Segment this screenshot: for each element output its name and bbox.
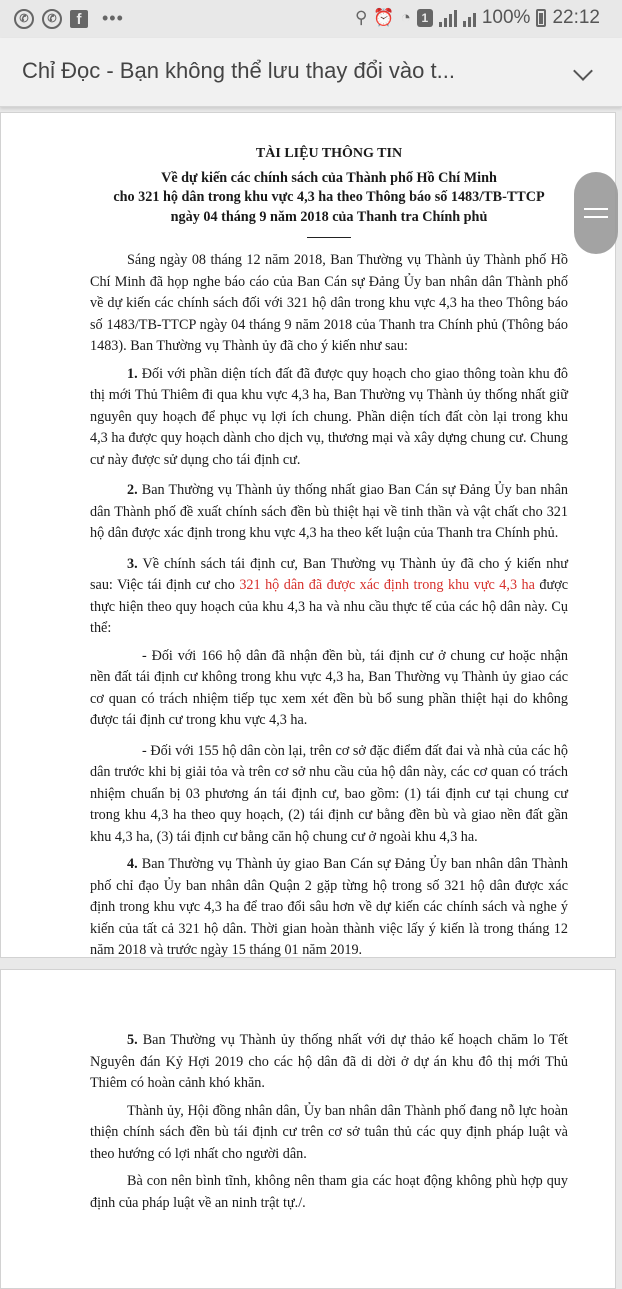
closing-paragraph-1: Thành ủy, Hội đồng nhân dân, Ủy ban nhân dân Thành phố đang nỗ lực hoàn thiện chính sách đền bù tái định cư trên cơ sở tuân thủ các quy định pháp luật và theo hướng có lợi nhất cho người dân. — [90, 1102, 568, 1162]
item-1-number: 1. — [127, 365, 138, 382]
item-3-number: 3. — [127, 555, 138, 572]
item-4 — [90, 854, 568, 962]
read-only-title[interactable]: Chỉ Đọc - Bạn không thể lưu thay đổi vào t... — [22, 58, 455, 83]
document-header — [90, 143, 568, 238]
document-subheading-2: cho 321 hộ dân trong khu vực 4,3 ha theo Thông báo số 1483/TB-TTCP — [113, 189, 545, 205]
closing-paragraph-2: Bà con nên bình tĩnh, không nên tham gia các hoạt động không phù hợp quy định của pháp luật về an ninh trật tự./. — [90, 1173, 568, 1211]
clock: 22:12 — [552, 7, 600, 28]
item-5 — [90, 1030, 568, 1095]
chevron-down-icon[interactable] — [573, 61, 593, 81]
item-2-number: 2. — [127, 482, 138, 498]
location-icon: ⚲ — [354, 8, 368, 27]
bullet-1: - Đối với 166 hộ dân đã nhận đền bù, tái định cư ở chung cư hoặc nhận nền đất tái định cư không trong khu vực 4,3 ha, Ban Thường vụ Thành ủy giao các cơ quan có trách nhiệm tiếp tục xem xét đền bù bổ sung phần thiệt hại do không được tái định cư trong khu vực 4,3 ha. — [90, 647, 568, 728]
wifi-icon: ◔ — [400, 8, 411, 27]
item-3-text-b: được thực hiện theo quy hoạch của khu 4,3 ha và nhu cầu thực tế của các hộ dân này. Cụ thể: — [90, 577, 568, 636]
signal-icon — [439, 9, 457, 27]
app-bar — [0, 38, 622, 107]
signal-icon-2 — [463, 9, 476, 27]
bullet-2: - Đối với 155 hộ dân còn lại, trên cơ sở đặc điểm đất đai và nhà của các hộ dân trước khi bị giải tỏa và trên cơ sở nhu cầu của hộ dân này, các cơ quan có trách nhiệm chuẩn bị 03 phương án tái định cư, bao gồm: (1) tái định cư tại chung cư trong khu 4,3 ha theo quy hoạch, (2) tái định cư bằng đền bù và giao nền đất gần khu 4,3 ha, (3) tái định cư bằng căn hộ chung cư ở ngoài khu 4,3 ha. — [90, 742, 568, 845]
document-subheading-3: ngày 04 tháng 9 năm 2018 của Thanh tra Chính phủ — [170, 208, 488, 225]
document-page-2 — [0, 969, 616, 1289]
more-notifications-icon: ••• — [102, 8, 124, 28]
item-3-highlight: 321 hộ dân đã được xác định trong khu vực 4,3 ha — [239, 577, 535, 593]
item-3-text-a: Về chính sách tái định cư, Ban Thường vụ Thành ủy đã cho ý kiến như sau: Việc tái định cư cho — [90, 555, 568, 593]
item-5-text: Ban Thường vụ Thành ủy thống nhất với dự thảo kế hoạch chăm lo Tết Nguyên đán Kỷ Hợi 2019 cho các hộ dân đã di dời ở dự án khu đô thị mới Thủ Thiêm có hoàn cảnh khó khăn. — [90, 1032, 569, 1091]
item-2 — [90, 480, 568, 545]
status-bar — [0, 0, 622, 38]
intro-paragraph: Sáng ngày 08 tháng 12 năm 2018, Ban Thường vụ Thành ủy Thành phố Hồ Chí Minh đã họp nghe báo cáo của Ban Cán sự Đảng Ủy ban nhân dân Thành phố về dự kiến các chính sách đối với 321 hộ dân trong khu vực 4,3 ha theo Thông báo số 1483/TB-TTCP ngày 04 tháng 9 năm 2018 của Thanh tra Chính phủ (Thông báo 1483). Ban Thường vụ Thành ủy đã cho ý kiến như sau: — [90, 252, 568, 354]
page-2-content — [90, 1030, 568, 1214]
battery-percent: 100% — [481, 7, 531, 28]
document-subheading-1: Về dự kiến các chính sách của Thành phố Hồ Chí Minh — [161, 169, 497, 186]
item-4-number: 4. — [127, 856, 138, 872]
document-heading: TÀI LIỆU THÔNG TIN — [255, 146, 403, 161]
viber-icon: ✆ — [14, 9, 34, 29]
sim-badge: 1 — [417, 9, 433, 27]
document-page-1 — [0, 112, 616, 958]
item-5-number: 5. — [127, 1032, 138, 1048]
item-4-text: Ban Thường vụ Thành ủy giao Ban Cán sự Đảng Ủy ban nhân dân Thành phố chỉ đạo Ủy ban nhân dân Quận 2 gặp từng hộ trong số 321 hộ dân được xác định trong khu vực 4,3 ha để trao đổi sâu hơn về dự kiến các chính sách và nghe ý kiến của tất cả 321 hộ dân. Thời gian hoàn thành việc lấy ý kiến là trong tháng 12 năm 2018 và trước ngày 15 tháng 01 năm 2019. — [90, 856, 568, 958]
status-notifications — [14, 8, 124, 29]
battery-icon — [536, 9, 546, 27]
status-system — [355, 7, 600, 29]
item-2-text: Ban Thường vụ Thành ủy thống nhất giao Ban Cán sự Đảng Ủy ban nhân dân Thành phố đề xuất chính sách đền bù thiệt hại về tinh thần và vật chất cho 321 hộ dân được xác định trong khu vực 4,3 ha theo kết luận của Thanh tra Chính phủ. — [90, 482, 568, 541]
viber-icon-2: ✆ — [42, 9, 62, 29]
facebook-icon: f — [70, 10, 88, 28]
item-1-text: Đối với phần diện tích đất đã được quy hoạch cho giao thông toàn khu đô thị mới Thủ Thiêm đi qua khu vực 4,3 ha, Ban Thường vụ Thành ủy thống nhất giữ nguyên quy hoạch để phục vụ lợi ích chung. Phần diện tích đất còn lại trong khu 4,3 ha được quy hoạch dành cho dịch vụ, thương mại và xây dựng chung cư. Chung cư này được sử dụng cho tái định cư. — [90, 365, 569, 468]
item-1 — [90, 364, 568, 472]
alarm-icon: ⏰ — [373, 8, 395, 27]
fast-scroll-handle[interactable] — [574, 172, 618, 254]
page-1-content — [90, 143, 568, 962]
item-3 — [90, 554, 568, 640]
